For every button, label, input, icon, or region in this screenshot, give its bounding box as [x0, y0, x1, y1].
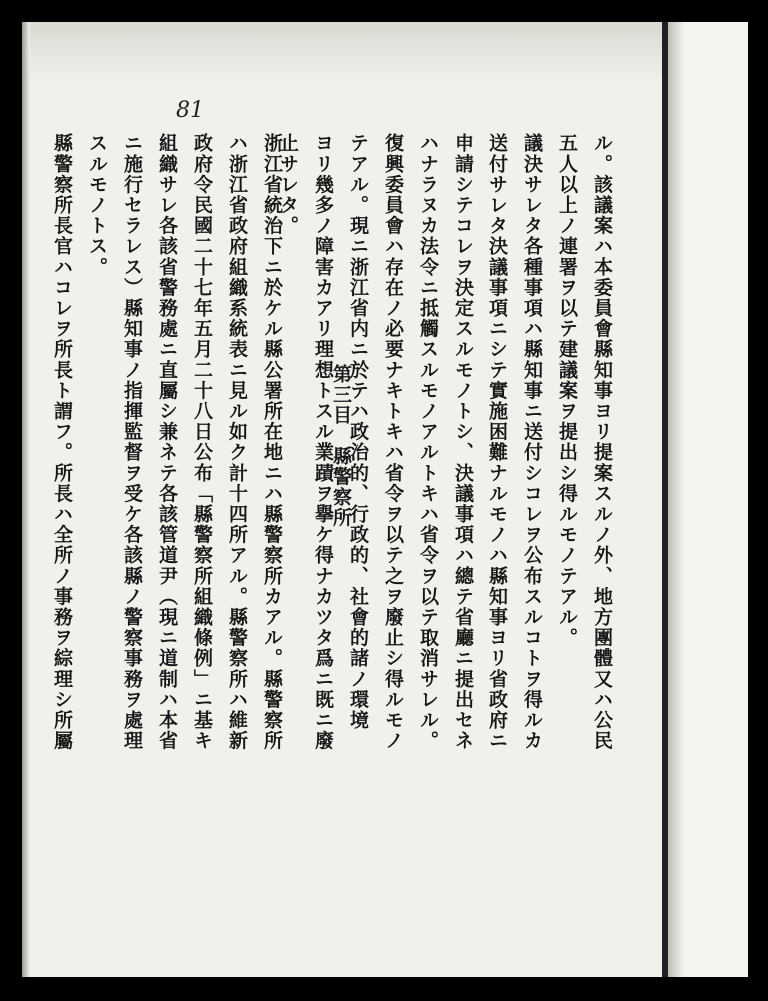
text-column-2: 五人以上ノ連署ヲ以テ建議案ヲ提出シ得ルモノテアル。	[556, 133, 578, 648]
scan-shading	[22, 22, 662, 82]
text-column-1: ル。該議案ハ本委員會縣知事ヨリ提案スルノ外、地方團體又ハ公民	[591, 133, 613, 751]
text-column-6: ハナラヌカ法令ニ抵觸スルモノアルトキハ省令ヲ以テ取消サレル。	[417, 133, 439, 751]
text-column-4: 送付サレタ決議事項ニシテ實施困難ナルモノハ縣知事ヨリ省政府ニ	[486, 133, 508, 751]
text-column-10: 止サレタ。	[277, 133, 299, 236]
handwritten-page-number: 81	[176, 98, 204, 123]
facing-page-shadow	[668, 22, 684, 977]
text-column-15: ニ施行セラレス）縣知事ノ指揮監督ヲ受ケ各該縣ノ警察事務ヲ處理	[121, 133, 143, 751]
text-column-13: 政府令民國二十七年五月二十八日公布「縣警察所組織條例」ニ基キ	[191, 133, 213, 751]
text-column-5: 申請シテコレヲ決定スルモノトシ、決議事項ハ總テ省廳ニ提出セネ	[452, 133, 474, 751]
text-column-12: ハ浙江省政府組織系統表ニ見ル如ク計十四所アル。縣警察所ハ維新	[226, 133, 248, 751]
text-column-9: ヨリ幾多ノ障害カアリ理想トスル業蹟ヲ擧ケ得ナカツタ爲ニ既ニ廢	[312, 133, 334, 751]
text-column-11: 浙江省統治下ニ於ケル縣公署所在地ニハ縣警察所カアル。縣警察所	[261, 133, 283, 751]
text-column-14: 組織サレ各該省警務處ニ直屬シ兼ネテ各該管道尹（現ニ道制ハ本省	[156, 133, 178, 751]
text-column-16: スルモノトス。	[86, 133, 108, 278]
text-column-17: 縣警察所長官ハコレヲ所長ト謂フ。所長ハ全所ノ事務ヲ綜理シ所屬	[51, 133, 73, 751]
text-column-3: 議決サレタ各種事項ハ縣知事ニ送付シコレヲ公布スルコトヲ得ルカ	[521, 133, 543, 751]
section-heading: 第三目 縣警察所	[330, 364, 352, 528]
text-column-8: テアル。現ニ浙江省内ニ於テハ政治的、行政的、社會的諸ノ環境	[347, 133, 369, 731]
page-left-edge-shadow	[22, 22, 30, 977]
text-column-7: 復興委員會ハ存在ノ必要ナキトキハ省令ヲ以テ之ヲ廢止シ得ルモノ	[382, 133, 404, 751]
